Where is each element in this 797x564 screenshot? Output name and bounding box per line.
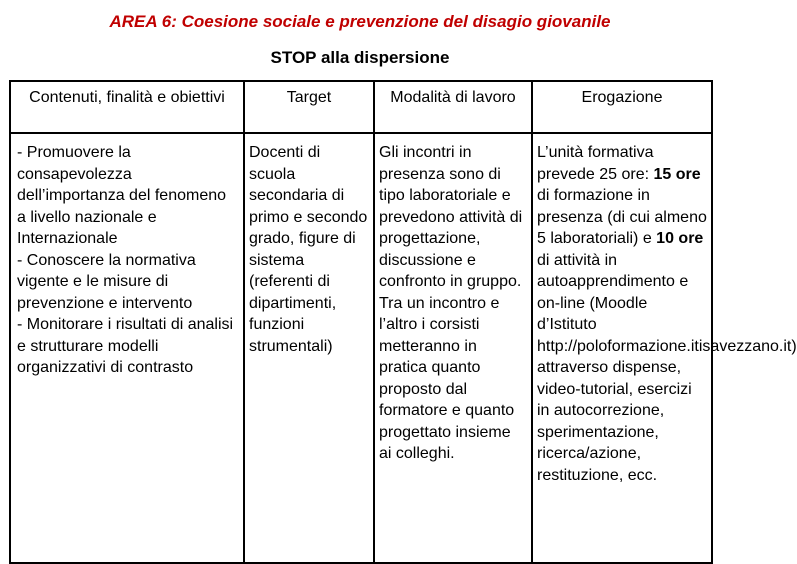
cell-target: Docenti di scuola secondaria di primo e secondo grado, figure di sistema (referenti di dipartimenti, funzioni strumentali) (244, 133, 374, 563)
objective-item: - Monitorare i risultati di analisi e strutturare modelli organizzativi di contrasto (17, 316, 234, 376)
header-target: Target (244, 81, 374, 133)
course-table (9, 80, 797, 564)
objective-item: - Conoscere la normativa vigente e le misure di prevenzione e intervento (17, 251, 196, 312)
header-modalita: Modalità di lavoro (374, 81, 532, 133)
table-row (10, 133, 712, 563)
presence-text: di formazione in presenza (di cui almeno 5 laboratoriali) e (537, 187, 707, 247)
hours-online: 10 ore (656, 230, 704, 247)
erogazione-intro: L’unità formativa prevede 25 ore: (537, 144, 654, 183)
cell-modalita: Gli incontri in presenza sono di tipo laboratoriale e prevedono attività di progettazione, discussione e confronto in gruppo. Tra un incontro e l’altro i corsisti metteranno in pratica quanto proposto dal formatore e quanto progettato insieme ai colleghi. (374, 133, 532, 563)
cell-erogazione (532, 133, 797, 563)
hours-presence: 15 ore (653, 165, 701, 183)
page-title: AREA 6: Coesione sociale e prevenzione del disagio giovanile (109, 12, 611, 31)
objective-item: - Promuovere la consapevolezza dell’importanza del fenomeno a livello nazionale e Internazionale (17, 144, 227, 247)
online-text: di attività in autoapprendimento e on-line (Moodle d’Istituto http://poloformazione.itisavezzano.it) attraverso dispense, video-tutorial, esercizi in autocorrezione, sperimentazione, ricerca/azione, restituzione, ecc. (537, 251, 797, 484)
cell-contenuti (10, 133, 244, 563)
table-header-row (10, 81, 712, 133)
page-subtitle: STOP alla dispersione (270, 48, 450, 67)
header-erogazione: Erogazione (532, 81, 712, 133)
header-contenuti: Contenuti, finalità e obiettivi (10, 81, 244, 133)
